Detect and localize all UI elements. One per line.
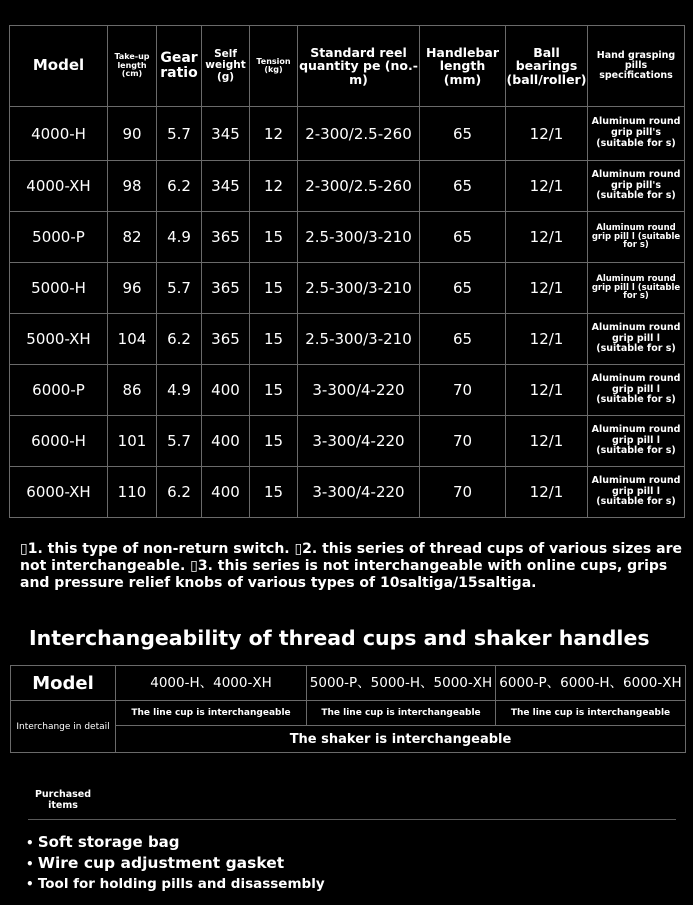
interchange-detail-label: Interchange in detail <box>11 701 116 753</box>
cell-capacity: 2.5-300/3-210 <box>298 212 420 263</box>
cell-takeup: 82 <box>108 212 157 263</box>
cell-handlebar: 65 <box>420 107 506 161</box>
cell-tension: 15 <box>250 365 298 416</box>
header-weight: Self weight (g) <box>202 26 250 107</box>
cell-bearings: 12/1 <box>506 416 588 467</box>
cell-weight: 400 <box>202 365 250 416</box>
cell-capacity: 2.5-300/3-210 <box>298 263 420 314</box>
spec-table <box>9 25 685 518</box>
cell-model: 5000-H <box>10 263 108 314</box>
list-item: • Wire cup adjustment gasket <box>26 853 325 874</box>
cell-takeup: 101 <box>108 416 157 467</box>
cell-handlebar: 70 <box>420 416 506 467</box>
cell-takeup: 98 <box>108 161 157 212</box>
cell-tension: 15 <box>250 416 298 467</box>
cell-gear: 5.7 <box>157 107 202 161</box>
cell-gear: 5.7 <box>157 416 202 467</box>
table-row <box>10 161 685 212</box>
series-6000: 6000-P、6000-H、6000-XH <box>496 666 686 701</box>
cell-capacity: 3-300/4-220 <box>298 467 420 518</box>
cell-weight: 400 <box>202 416 250 467</box>
line-cup-5000: The line cup is interchangeable <box>307 701 496 726</box>
notes-text: ▯1. this type of non-return switch. ▯2. this series of thread cups of various sizes are not interchangeable. ▯3. this series is not interchangeable with online cups, grips and pressure relief knobs of various types of 10saltiga/15saltiga. <box>20 541 682 591</box>
cell-grip: Aluminum round grip pill l (suitable for s) <box>588 263 685 314</box>
table-row <box>10 314 685 365</box>
cell-model: 6000-P <box>10 365 108 416</box>
header-model: Model <box>10 26 108 107</box>
cell-handlebar: 70 <box>420 365 506 416</box>
header-gear: Gear ratio <box>157 26 202 107</box>
cell-tension: 15 <box>250 314 298 365</box>
table-row <box>10 107 685 161</box>
header-capacity: Standard reel quantity pe (no.-m) <box>298 26 420 107</box>
cell-weight: 345 <box>202 107 250 161</box>
cell-bearings: 12/1 <box>506 107 588 161</box>
cell-weight: 400 <box>202 467 250 518</box>
series-4000: 4000-H、4000-XH <box>116 666 307 701</box>
line-cup-4000: The line cup is interchangeable <box>116 701 307 726</box>
cell-tension: 15 <box>250 467 298 518</box>
header-bearings: Ball bearings (ball/roller) <box>506 26 588 107</box>
cell-takeup: 86 <box>108 365 157 416</box>
interchange-heading: Interchangeability of thread cups and shaker handles <box>29 626 650 650</box>
list-item: • Tool for holding pills and disassembly <box>26 874 325 894</box>
cell-handlebar: 65 <box>420 161 506 212</box>
cell-weight: 345 <box>202 161 250 212</box>
cell-weight: 365 <box>202 263 250 314</box>
line-cup-6000: The line cup is interchangeable <box>496 701 686 726</box>
shaker-interchangeable: The shaker is interchangeable <box>116 726 686 753</box>
cell-bearings: 12/1 <box>506 212 588 263</box>
cell-capacity: 3-300/4-220 <box>298 416 420 467</box>
interchange-model-label: Model <box>11 666 116 701</box>
cell-model: 6000-H <box>10 416 108 467</box>
cell-model: 5000-XH <box>10 314 108 365</box>
cell-grip: Aluminum round grip pill l (suitable for s) <box>588 416 685 467</box>
cell-bearings: 12/1 <box>506 365 588 416</box>
cell-model: 4000-H <box>10 107 108 161</box>
cell-handlebar: 70 <box>420 467 506 518</box>
header-grip: Hand grasping pills specifications <box>588 26 685 107</box>
cell-gear: 6.2 <box>157 314 202 365</box>
header-tension: Tension (kg) <box>250 26 298 107</box>
cell-capacity: 2-300/2.5-260 <box>298 161 420 212</box>
cell-weight: 365 <box>202 212 250 263</box>
cell-gear: 6.2 <box>157 467 202 518</box>
cell-bearings: 12/1 <box>506 263 588 314</box>
cell-model: 5000-P <box>10 212 108 263</box>
divider <box>28 819 676 820</box>
cell-handlebar: 65 <box>420 263 506 314</box>
cell-grip: Aluminum round grip pill's (suitable for s) <box>588 107 685 161</box>
cell-model: 4000-XH <box>10 161 108 212</box>
cell-capacity: 2.5-300/3-210 <box>298 314 420 365</box>
cell-takeup: 96 <box>108 263 157 314</box>
table-row <box>11 701 686 726</box>
cell-grip: Aluminum round grip pill l (suitable for s) <box>588 212 685 263</box>
table-row <box>10 365 685 416</box>
cell-tension: 12 <box>250 161 298 212</box>
cell-gear: 4.9 <box>157 212 202 263</box>
cell-gear: 6.2 <box>157 161 202 212</box>
cell-handlebar: 65 <box>420 212 506 263</box>
header-handlebar: Handlebar length (mm) <box>420 26 506 107</box>
cell-gear: 5.7 <box>157 263 202 314</box>
cell-capacity: 3-300/4-220 <box>298 365 420 416</box>
cell-tension: 15 <box>250 263 298 314</box>
cell-takeup: 104 <box>108 314 157 365</box>
cell-gear: 4.9 <box>157 365 202 416</box>
table-row <box>11 666 686 701</box>
cell-takeup: 90 <box>108 107 157 161</box>
purchased-items-label: Purchased items <box>34 789 92 811</box>
cell-capacity: 2-300/2.5-260 <box>298 107 420 161</box>
table-row <box>10 467 685 518</box>
cell-bearings: 12/1 <box>506 314 588 365</box>
spec-header-row <box>10 26 685 107</box>
cell-bearings: 12/1 <box>506 161 588 212</box>
cell-grip: Aluminum round grip pill l (suitable for s) <box>588 314 685 365</box>
cell-bearings: 12/1 <box>506 467 588 518</box>
cell-takeup: 110 <box>108 467 157 518</box>
cell-tension: 12 <box>250 107 298 161</box>
cell-model: 6000-XH <box>10 467 108 518</box>
cell-grip: Aluminum round grip pill's (suitable for s) <box>588 161 685 212</box>
table-row <box>10 263 685 314</box>
cell-tension: 15 <box>250 212 298 263</box>
header-takeup: Take-up length (cm) <box>108 26 157 107</box>
cell-weight: 365 <box>202 314 250 365</box>
table-row <box>10 416 685 467</box>
cell-handlebar: 65 <box>420 314 506 365</box>
purchased-items-list <box>26 832 325 894</box>
cell-grip: Aluminum round grip pill l (suitable for s) <box>588 365 685 416</box>
list-item: • Soft storage bag <box>26 832 325 853</box>
table-row <box>10 212 685 263</box>
series-5000: 5000-P、5000-H、5000-XH <box>307 666 496 701</box>
cell-grip: Aluminum round grip pill l (suitable for s) <box>588 467 685 518</box>
interchange-table <box>10 665 686 753</box>
